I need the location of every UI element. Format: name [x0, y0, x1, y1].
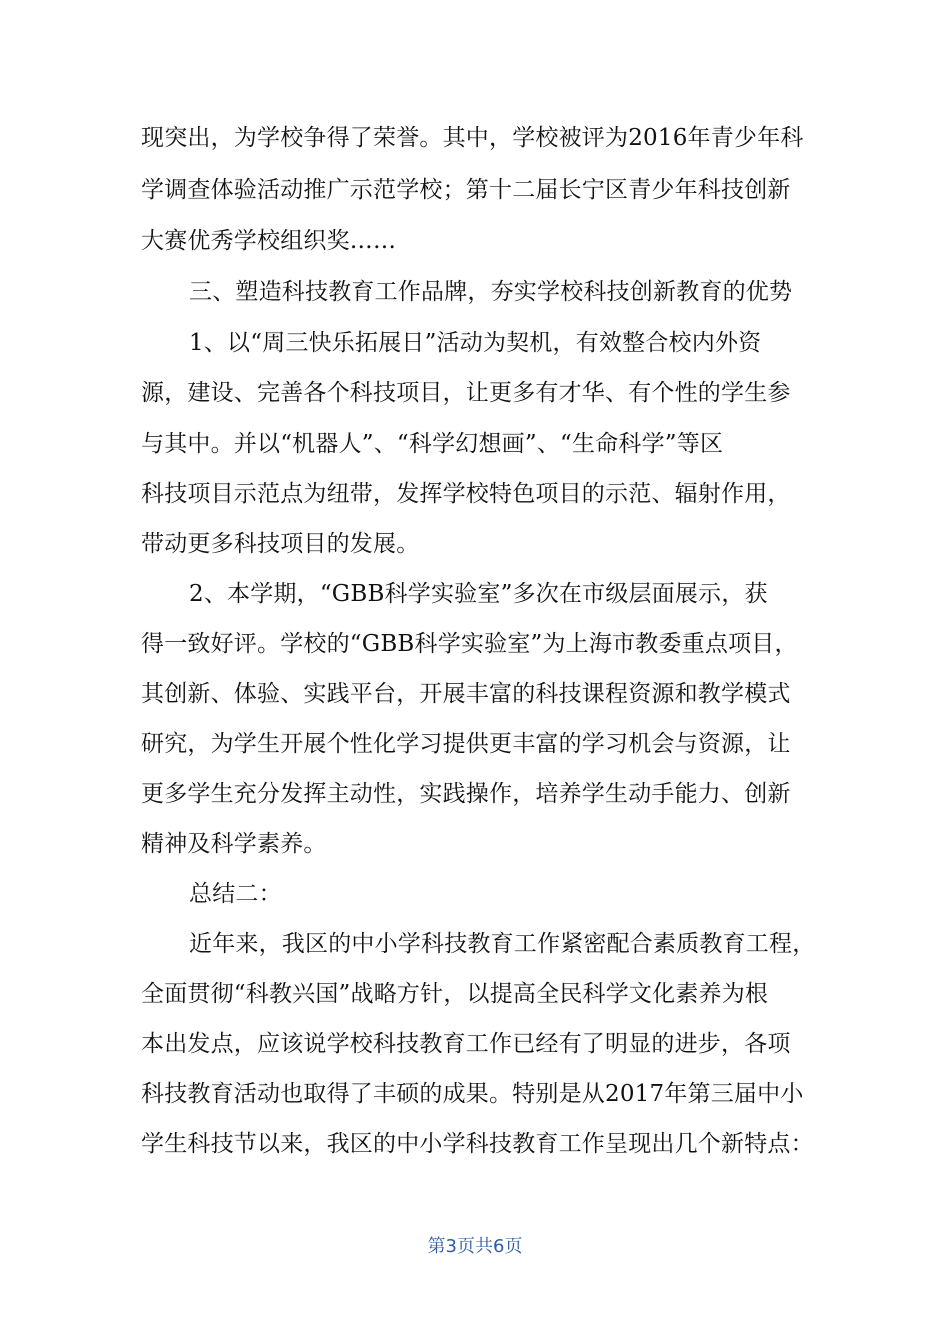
body-line: 更多学生充分发挥主动性，实践操作，培养学生动手能力、创新 [141, 781, 791, 807]
body-line: 大赛优秀学校组织奖…… [141, 228, 397, 254]
body-line: 科技教育活动也取得了丰硕的成果。特别是从2017年第三届中小 [141, 1081, 804, 1107]
body-line: 近年来，我区的中小学科技教育工作紧密配合素质教育工程， [189, 931, 816, 957]
body-line: 全面贯彻“科教兴国”战略方针，以提高全民科学文化素养为根 [141, 981, 769, 1007]
section-heading: 总结二： [189, 881, 282, 907]
body-line: 本出发点，应该说学校科技教育工作已经有了明显的进步，各项 [141, 1031, 791, 1057]
body-line: 科技项目示范点为纽带，发挥学校特色项目的示范、辐射作用， [141, 481, 791, 507]
body-line: 其创新、体验、实践平台，开展丰富的科技课程资源和教学模式 [141, 681, 791, 707]
body-line: 现突出，为学校争得了荣誉。其中，学校被评为2016年青少年科 [141, 125, 804, 151]
body-line: 学调查体验活动推广示范学校；第十二届长宁区青少年科技创新 [141, 177, 791, 203]
page-number-footer: 第3页共6页 [427, 1236, 523, 1257]
body-line: 2、本学期，“GBB科学实验室”多次在市级层面展示，获 [189, 581, 768, 607]
body-line: 与其中。并以“机器人”、“科学幻想画”、“生命科学”等区 [141, 431, 724, 457]
body-line: 精神及科学素养。 [141, 831, 327, 857]
section-heading: 三、塑造科技教育工作品牌，夯实学校科技创新教育的优势 [189, 279, 793, 305]
body-line: 1、以“周三快乐拓展日”活动为契机，有效整合校内外资 [189, 330, 762, 356]
body-line: 学生科技节以来，我区的中小学科技教育工作呈现出几个新特点： [141, 1131, 814, 1157]
body-line: 得一致好评。学校的“GBB科学实验室”为上海市教委重点项目， [141, 631, 798, 657]
body-line: 源，建设、完善各个科技项目，让更多有才华、有个性的学生参 [141, 380, 791, 406]
body-line: 研究，为学生开展个性化学习提供更丰富的学习机会与资源，让 [141, 731, 791, 757]
body-line: 带动更多科技项目的发展。 [141, 531, 420, 557]
